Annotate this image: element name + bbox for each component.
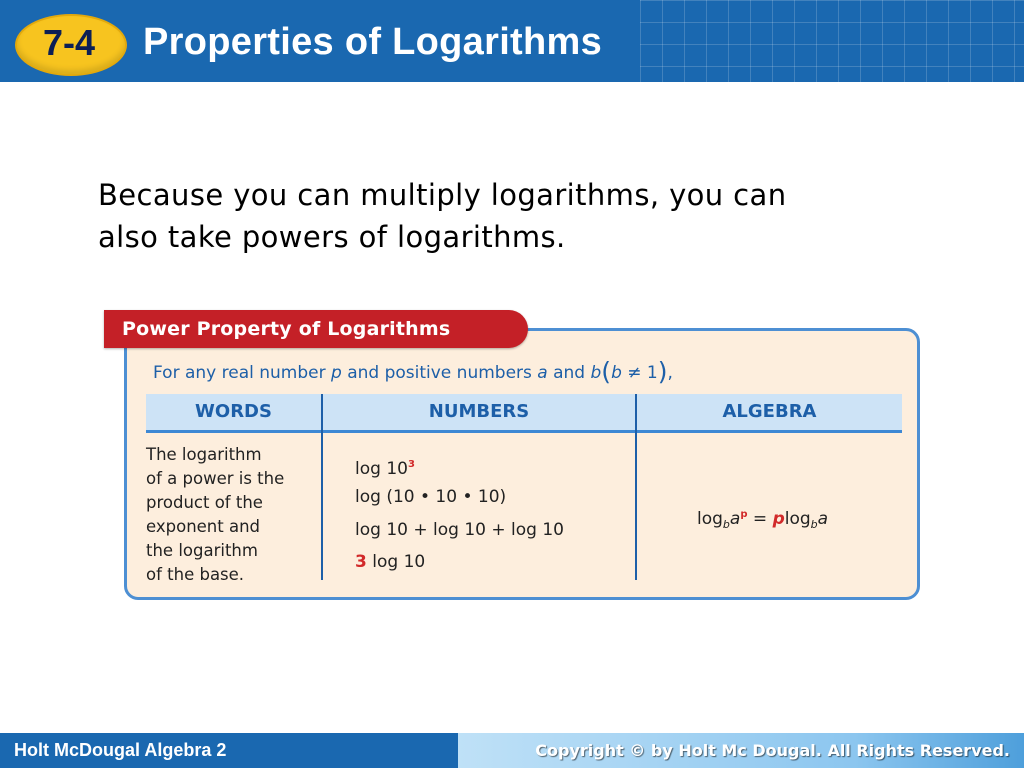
algebra-log-2: log bbox=[784, 509, 811, 529]
column-header-words: WORDS bbox=[195, 401, 272, 422]
algebra-sub-1: b bbox=[722, 518, 730, 531]
condition-paren-close: ) bbox=[657, 357, 668, 386]
condition-suffix: , bbox=[667, 363, 673, 383]
column-divider-2 bbox=[635, 394, 637, 580]
footer-copyright: Copyright © by Holt Mc Dougal. All Rights Reserved. bbox=[535, 741, 1010, 760]
words-cell bbox=[146, 443, 318, 587]
words-line: of the base. bbox=[146, 565, 245, 584]
numbers-line-1-exponent: 3 bbox=[407, 459, 415, 470]
page-title: Properties of Logarithms bbox=[143, 21, 603, 63]
condition-and: and bbox=[547, 363, 591, 383]
property-title: Power Property of Logarithms bbox=[122, 318, 451, 340]
condition-var-p: p bbox=[331, 363, 342, 383]
algebra-exponent: p bbox=[740, 509, 748, 520]
words-line: The logarithm bbox=[146, 445, 262, 464]
algebra-sub-2: b bbox=[810, 518, 818, 531]
numbers-line-3: log 10 + log 10 + log 10 bbox=[355, 520, 564, 540]
words-line: exponent and bbox=[146, 517, 261, 536]
condition-var-b: b bbox=[590, 363, 602, 383]
numbers-line-1-base: log 10 bbox=[355, 459, 408, 479]
algebra-coefficient: p bbox=[772, 509, 785, 529]
header-grid-pattern bbox=[640, 0, 1024, 82]
condition-var-b-inner: b bbox=[611, 363, 622, 383]
property-condition bbox=[153, 358, 673, 386]
condition-prefix: For any real number bbox=[153, 363, 331, 383]
condition-ne-one: ≠ 1 bbox=[621, 363, 658, 383]
numbers-line-1 bbox=[355, 450, 415, 480]
intro-paragraph bbox=[98, 174, 918, 258]
condition-middle: and positive numbers bbox=[341, 363, 538, 383]
words-line: the logarithm bbox=[146, 541, 258, 560]
words-line: product of the bbox=[146, 493, 263, 512]
intro-line-1: Because you can multiply logarithms, you can bbox=[98, 178, 787, 212]
column-header-numbers: NUMBERS bbox=[428, 401, 530, 422]
column-header-algebra: ALGEBRA bbox=[722, 401, 817, 422]
intro-line-2: also take powers of logarithms. bbox=[98, 220, 566, 254]
algebra-base-2: a bbox=[817, 509, 829, 529]
condition-paren-open: ( bbox=[601, 357, 612, 386]
algebra-log-1: log bbox=[697, 509, 723, 529]
numbers-line-4-rest: log 10 bbox=[366, 552, 426, 572]
algebra-formula bbox=[697, 500, 828, 530]
lesson-number: 7-4 bbox=[42, 22, 96, 63]
condition-var-a: a bbox=[537, 363, 548, 383]
algebra-equals: = bbox=[747, 509, 773, 529]
algebra-base-1: a bbox=[729, 509, 741, 529]
numbers-line-4 bbox=[355, 547, 425, 577]
words-line: of a power is the bbox=[146, 469, 285, 488]
numbers-line-2: log (10 • 10 • 10) bbox=[355, 487, 507, 507]
column-divider-1 bbox=[321, 394, 323, 580]
numbers-line-4-coefficient: 3 bbox=[355, 552, 367, 572]
footer-publisher: Holt McDougal Algebra 2 bbox=[14, 740, 227, 760]
